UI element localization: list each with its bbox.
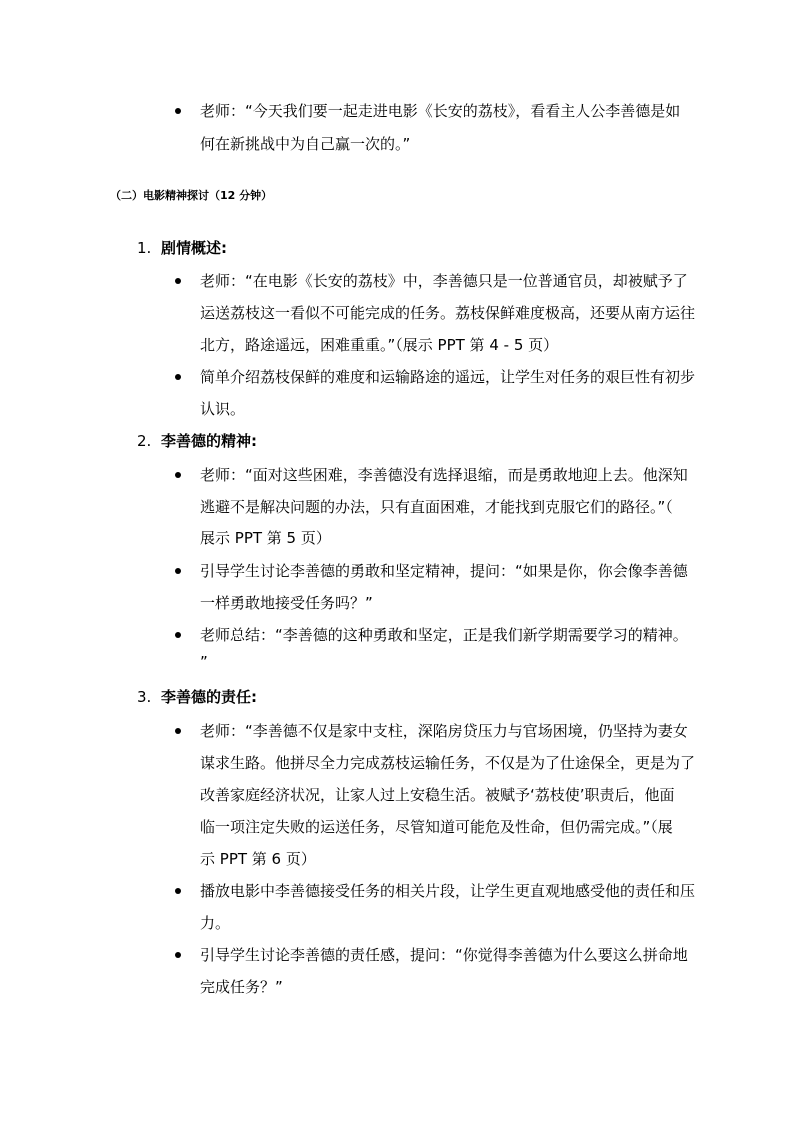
- bullet-line: 改善家庭经济状况，让家人过上安稳生活。被赋予‘荔枝使’职责后，他面: [200, 786, 675, 804]
- bullet-line: 引导学生讨论李善德的责任感，提问：“你觉得李善德为什么要这么拼命地: [200, 946, 688, 964]
- bullet-dot: [175, 728, 181, 734]
- bullet-line: 老师：“李善德不仅是家中支柱，深陷房贷压力与官场困境，仍坚持为妻女: [200, 722, 688, 740]
- bullet-dot: [175, 278, 181, 284]
- section-heading: （二）电影精神探讨（12 分钟）: [110, 189, 273, 202]
- bullet-dot: [175, 632, 181, 638]
- bullet-dot: [175, 568, 181, 574]
- bullet-line: 展示 PPT 第 5 页）: [200, 529, 331, 547]
- item-title: 李善德的精神:: [161, 432, 257, 450]
- bullet-line: 完成任务？”: [200, 978, 283, 996]
- bullet-line: 力。: [200, 914, 231, 932]
- item-number: 1.: [137, 239, 152, 257]
- bullet-line: 播放电影中李善德接受任务的相关片段，让学生更直观地感受他的责任和压: [200, 882, 696, 900]
- bullet-dot: [175, 888, 181, 894]
- item-number: 2.: [137, 432, 152, 450]
- intro-line: 何在新挑战中为自己赢一次的。”: [200, 135, 411, 153]
- bullet-dot: [175, 108, 181, 114]
- item-number: 3.: [137, 688, 152, 706]
- bullet-line: 临一项注定失败的运送任务，尽管知道可能危及性命，但仍需完成。”（展: [200, 818, 673, 836]
- bullet-dot: [175, 374, 181, 380]
- bullet-line: 老师：“面对这些困难，李善德没有选择退缩，而是勇敢地迎上去。他深知: [200, 466, 688, 484]
- bullet-line: 一样勇敢地接受任务吗？”: [200, 594, 373, 612]
- item-title: 李善德的责任:: [161, 688, 257, 706]
- bullet-line: 老师总结：“李善德的这种勇敢和坚定，正是我们新学期需要学习的精神。: [200, 626, 688, 644]
- bullet-line: 北方，路途遥远，困难重重。”（展示 PPT 第 4 - 5 页）: [200, 336, 559, 354]
- bullet-line: 逃避不是解决问题的办法，只有直面困难，才能找到克服它们的路径。”（: [200, 498, 673, 516]
- bullet-line: 简单介绍荔枝保鲜的难度和运输路途的遥远，让学生对任务的艰巨性有初步: [200, 368, 696, 386]
- bullet-line: ”: [200, 653, 208, 671]
- bullet-dot: [175, 952, 181, 958]
- bullet-line: 谋求生路。他拼尽全力完成荔枝运输任务，不仅是为了仕途保全，更是为了: [200, 754, 696, 772]
- bullet-dot: [175, 472, 181, 478]
- item-title: 剧情概述:: [161, 239, 227, 257]
- bullet-line: 认识。: [200, 400, 246, 418]
- bullet-line: 示 PPT 第 6 页）: [200, 850, 316, 868]
- bullet-line: 老师：“在电影《长安的荔枝》中，李善德只是一位普通官员，却被赋予了: [200, 272, 688, 290]
- bullet-line: 运送荔枝这一看似不可能完成的任务。荔枝保鲜难度极高，还要从南方运往: [200, 304, 696, 322]
- bullet-line: 引导学生讨论李善德的勇敢和坚定精神，提问：“如果是你，你会像李善德: [200, 562, 688, 580]
- intro-line: 老师：“今天我们要一起走进电影《长安的荔枝》，看看主人公李善德是如: [200, 102, 681, 120]
